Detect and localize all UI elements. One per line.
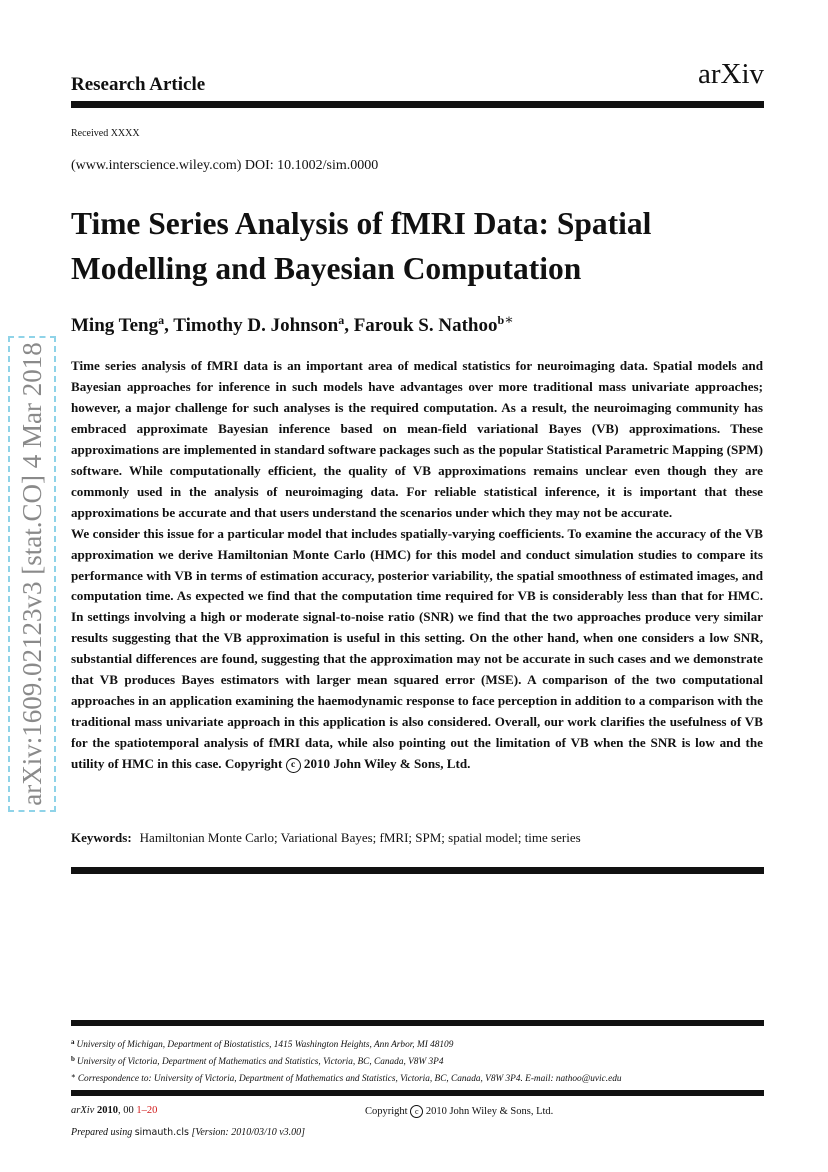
author-name: Ming Teng xyxy=(71,315,159,336)
affiliation-mark: b xyxy=(71,1055,75,1064)
title-line-2: Modelling and Bayesian Computation xyxy=(71,251,582,286)
abstract-end-rule xyxy=(71,867,764,874)
copyright-text: 2010 John Wiley & Sons, Ltd. xyxy=(425,1106,554,1117)
abstract-paragraph-1: Time series analysis of fMRI data is an important area of medical statistics for neuroimaging data. Spatial models and Bayesian approaches for inference in such models have advantages over more traditional mass univariate approaches; however, a major challenge for such analyses is the required computation. As a result, the neuroimaging community has embraced approximate Bayesian inference based on mean-field variational Bayes (VB) approximations. These approximations are implemented in standard software packages such as the popular Statistical Parametric Mapping (SPM) software. While computationally efficient, the quality of VB approximations remains unclear even though they are commonly used in the analysis of neuroimaging data. For reliable statistical inference, it is important that these approximations be accurate and that users understand the scenarios under which they may not be accurate. xyxy=(71,358,763,520)
affiliation-a xyxy=(71,1035,622,1052)
abstract xyxy=(71,356,763,775)
keywords-label: Keywords: xyxy=(71,830,132,845)
class-file: simauth.cls xyxy=(134,1127,189,1138)
author-name: Timothy D. Johnson xyxy=(173,315,339,336)
journal-year: 2010 xyxy=(96,1105,118,1116)
copyright-prefix: Copyright xyxy=(365,1106,408,1117)
author-affil-mark: a xyxy=(338,313,345,327)
journal-citation xyxy=(71,1105,157,1116)
journal-name: arXiv xyxy=(71,1105,95,1116)
paper-title xyxy=(71,201,771,291)
affiliations xyxy=(71,1035,622,1087)
correspondence xyxy=(71,1069,622,1086)
footnote-rule xyxy=(71,1020,764,1026)
prepared-using xyxy=(71,1127,305,1138)
author-affil-mark: a xyxy=(158,313,165,327)
abstract-paragraph-2 xyxy=(71,524,763,775)
class-version: [Version: 2010/03/10 v3.00] xyxy=(191,1127,306,1138)
abstract-paragraph-2-text: We consider this issue for a particular model that includes spatially-varying coefficients. To examine the accuracy of the VB approximation we derive Hamiltonian Monte Carlo (HMC) for this model and conduct simulation studies to compare its performance with VB in terms of estimation accuracy, posterior variability, the spatial smoothness of estimated images, and computation time. As expected we find that the computation time required for VB is considerably less than that for HMC. In settings involving a high or moderate signal-to-noise ratio (SNR) we find that the two approaches produce very similar results suggesting that the VB approximation is useful in this setting. On the other hand, when one considers a low SNR, substantial differences are found, suggesting that the approximation may not be accurate in such cases and we demonstrate that VB produces Bayes estimators with larger mean squared error (MSE). A comparison of the two computational approaches in an application examining the haemodynamic response to face perception in addition to a comparison with the traditional mass univariate approach in this application is also considered. Overall, our work clarifies the usefulness of VB for the spatiotemporal analysis of fMRI data, while also pointing out the limitation of VB when the SNR is low and the utility of HMC in this case. Copyright xyxy=(71,525,763,772)
arxiv-brand: arXiv xyxy=(697,58,764,90)
page-footer-rule xyxy=(71,1090,764,1096)
author-affil-mark xyxy=(497,313,513,327)
copyright-icon: c xyxy=(410,1105,423,1118)
page-range-link[interactable]: 1–20 xyxy=(136,1105,158,1116)
affiliation-b xyxy=(71,1052,622,1069)
author-name: Farouk S. Nathoo xyxy=(353,315,498,336)
affiliation-mark: a xyxy=(71,1038,75,1046)
author-affil-letter: b xyxy=(497,313,505,327)
copyright-icon: c xyxy=(286,758,301,773)
author-list xyxy=(71,312,514,337)
keywords-text: Hamiltonian Monte Carlo; Variational Bayes; fMRI; SPM; spatial model; time series xyxy=(139,830,581,845)
affiliation-text: University of Michigan, Department of Biostatistics, 1415 Washington Heights, Ann Arbor, MI 48109 xyxy=(76,1040,454,1050)
affiliation-mark: ∗ xyxy=(71,1072,76,1081)
header-rule xyxy=(71,101,764,108)
prepared-prefix: Prepared using xyxy=(71,1127,133,1138)
section-label: Research Article xyxy=(71,74,206,95)
corresponding-star: ∗ xyxy=(504,313,514,328)
doi-line[interactable]: (www.interscience.wiley.com) DOI: 10.1002/sim.0000 xyxy=(71,158,379,173)
keywords xyxy=(71,830,581,846)
author-separator: , xyxy=(344,315,354,336)
author-separator: , xyxy=(164,315,174,336)
title-line-1: Time Series Analysis of fMRI Data: Spatial xyxy=(71,206,652,241)
affiliation-text: University of Victoria, Department of Mathematics and Statistics, Victoria, BC, Canada, V8W 3P4 xyxy=(76,1057,444,1068)
journal-volume: , 00 xyxy=(117,1105,134,1116)
footer-copyright xyxy=(365,1105,553,1118)
received-date: Received XXXX xyxy=(71,128,140,139)
correspondence-text[interactable]: Correspondence to: University of Victoria, Department of Mathematics and Statistics, Victoria, BC, Canada, V8W 3P4. E-mail: nathoo@uvic.edu xyxy=(77,1074,622,1085)
abstract-copyright-tail: 2010 John Wiley & Sons, Ltd. xyxy=(303,756,471,772)
arxiv-side-stamp[interactable]: arXiv:1609.02123v3 [stat.CO] 4 Mar 2018 xyxy=(8,336,56,812)
